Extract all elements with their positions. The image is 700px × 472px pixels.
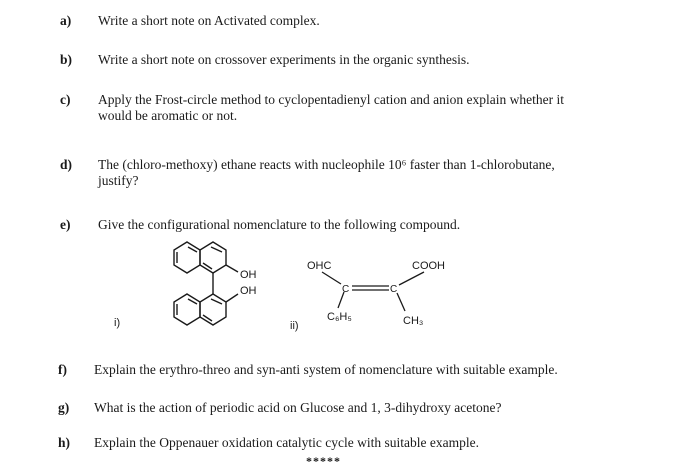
oh-label: OH xyxy=(240,269,257,281)
phenyl-label: C₆H₅ xyxy=(327,311,352,323)
structure-i-label: i) xyxy=(114,317,121,329)
structure-ii-label: ii) xyxy=(290,320,299,332)
question-text-line1: Apply the Frost-circle method to cyclopentadienyl cation and anion explain whether it xyxy=(98,92,564,107)
question-text: Write a short note on crossover experiments in the organic synthesis. xyxy=(98,52,470,67)
ohc-label: OHC xyxy=(307,260,332,272)
question-label: g) xyxy=(58,400,70,415)
structure-i-binaphthol xyxy=(174,242,238,325)
question-text: Explain the Oppenauer oxidation catalytic cycle with suitable example. xyxy=(94,435,479,450)
cooh-label: COOH xyxy=(412,260,445,272)
question-label: f) xyxy=(58,362,67,377)
question-text: Write a short note on Activated complex. xyxy=(98,13,320,28)
question-text: What is the action of periodic acid on Glucose and 1, 3-dihydroxy acetone? xyxy=(94,400,502,415)
question-label: h) xyxy=(58,435,71,450)
question-label: c) xyxy=(60,92,71,107)
question-label: b) xyxy=(60,52,73,67)
structure-ii-allene xyxy=(322,272,424,311)
question-d xyxy=(60,156,680,192)
question-label: e) xyxy=(60,217,71,232)
question-text: Give the configurational nomenclature to the following compound. xyxy=(98,217,461,232)
allene-carbon-left: C xyxy=(342,284,350,295)
question-c xyxy=(60,91,680,127)
end-marker: ***** xyxy=(306,454,341,468)
question-label: a) xyxy=(60,13,72,28)
question-text-line2: would be aromatic or not. xyxy=(98,108,238,123)
methyl-label: CH₃ xyxy=(403,315,424,327)
question-text: Explain the erythro-threo and syn-anti system of nomenclature with suitable example. xyxy=(94,362,558,377)
question-label: d) xyxy=(60,157,73,172)
allene-carbon-right: C xyxy=(390,284,398,295)
question-text-line1: The (chloro-methoxy) ethane reacts with nucleophile 10⁶ faster than 1-chlorobutane, xyxy=(98,157,555,172)
oh-label: OH xyxy=(240,285,257,297)
chemical-structures xyxy=(0,236,700,336)
question-text-line2: justify? xyxy=(98,173,139,188)
